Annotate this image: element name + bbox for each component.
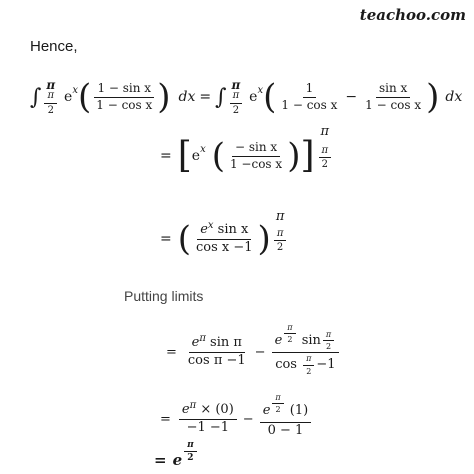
intro-text: Hence, (30, 38, 78, 55)
step-2: = [ e x ( $\frac{\text{− sin x}}{\text{1 −cos x}}$ ) ] π $\frac{\pi}{2}$ (160, 138, 334, 174)
final-answer: = e $\frac{\pi}{2}$ (154, 448, 199, 472)
limit-pi-over-2: $\frac{\pi}{2}$ (44, 90, 57, 116)
integral-equation: ∫ π $\frac{\pi}{2}$ e x ( $\frac{\text{1 − sin x}}{\text{1 − cos x}}$ ) dx = ∫ π $\frac{\pi}{2}$ e x ( $\frac{1}{\text{1 − cos x}}$ − $\frac{\text{sin x}}{\text{1 − cos x}}$ ) dx (30, 77, 463, 117)
integral-sign: ∫ (30, 84, 42, 110)
integral-limits: π $\frac{\pi}{2}$ (46, 78, 56, 116)
fraction-rhs-1: $\frac{1}{\text{1 − cos x}}$ (281, 80, 338, 112)
step-4: = $\frac{e^\pi \sin \pi}{\text{cos π −1}}$ − e $\frac{\pi}{2}$ sin $\frac{\pi}{2}$ cos $\frac{\pi}{2}$ −1 (166, 330, 341, 376)
teachoo-watermark: teachoo.com (359, 6, 466, 24)
putting-limits-note: Putting limits (124, 288, 204, 304)
fraction-lhs: $\frac{\text{1 − sin x}}{\text{1 − cos x}}$ (96, 80, 153, 112)
fraction-rhs-2: $\frac{\text{sin x}}{\text{1 − cos x}}$ (365, 80, 422, 112)
step-5: = $\frac{e^\pi \times (0)}{-1 -1}$ − e $\frac{\pi}{2}$ (1) 0 − 1 (160, 400, 313, 439)
step-3: = ( $\frac{e^x \sin x}{\text{cos x −1}}$ ) π $\frac{\pi}{2}$ (160, 222, 289, 256)
